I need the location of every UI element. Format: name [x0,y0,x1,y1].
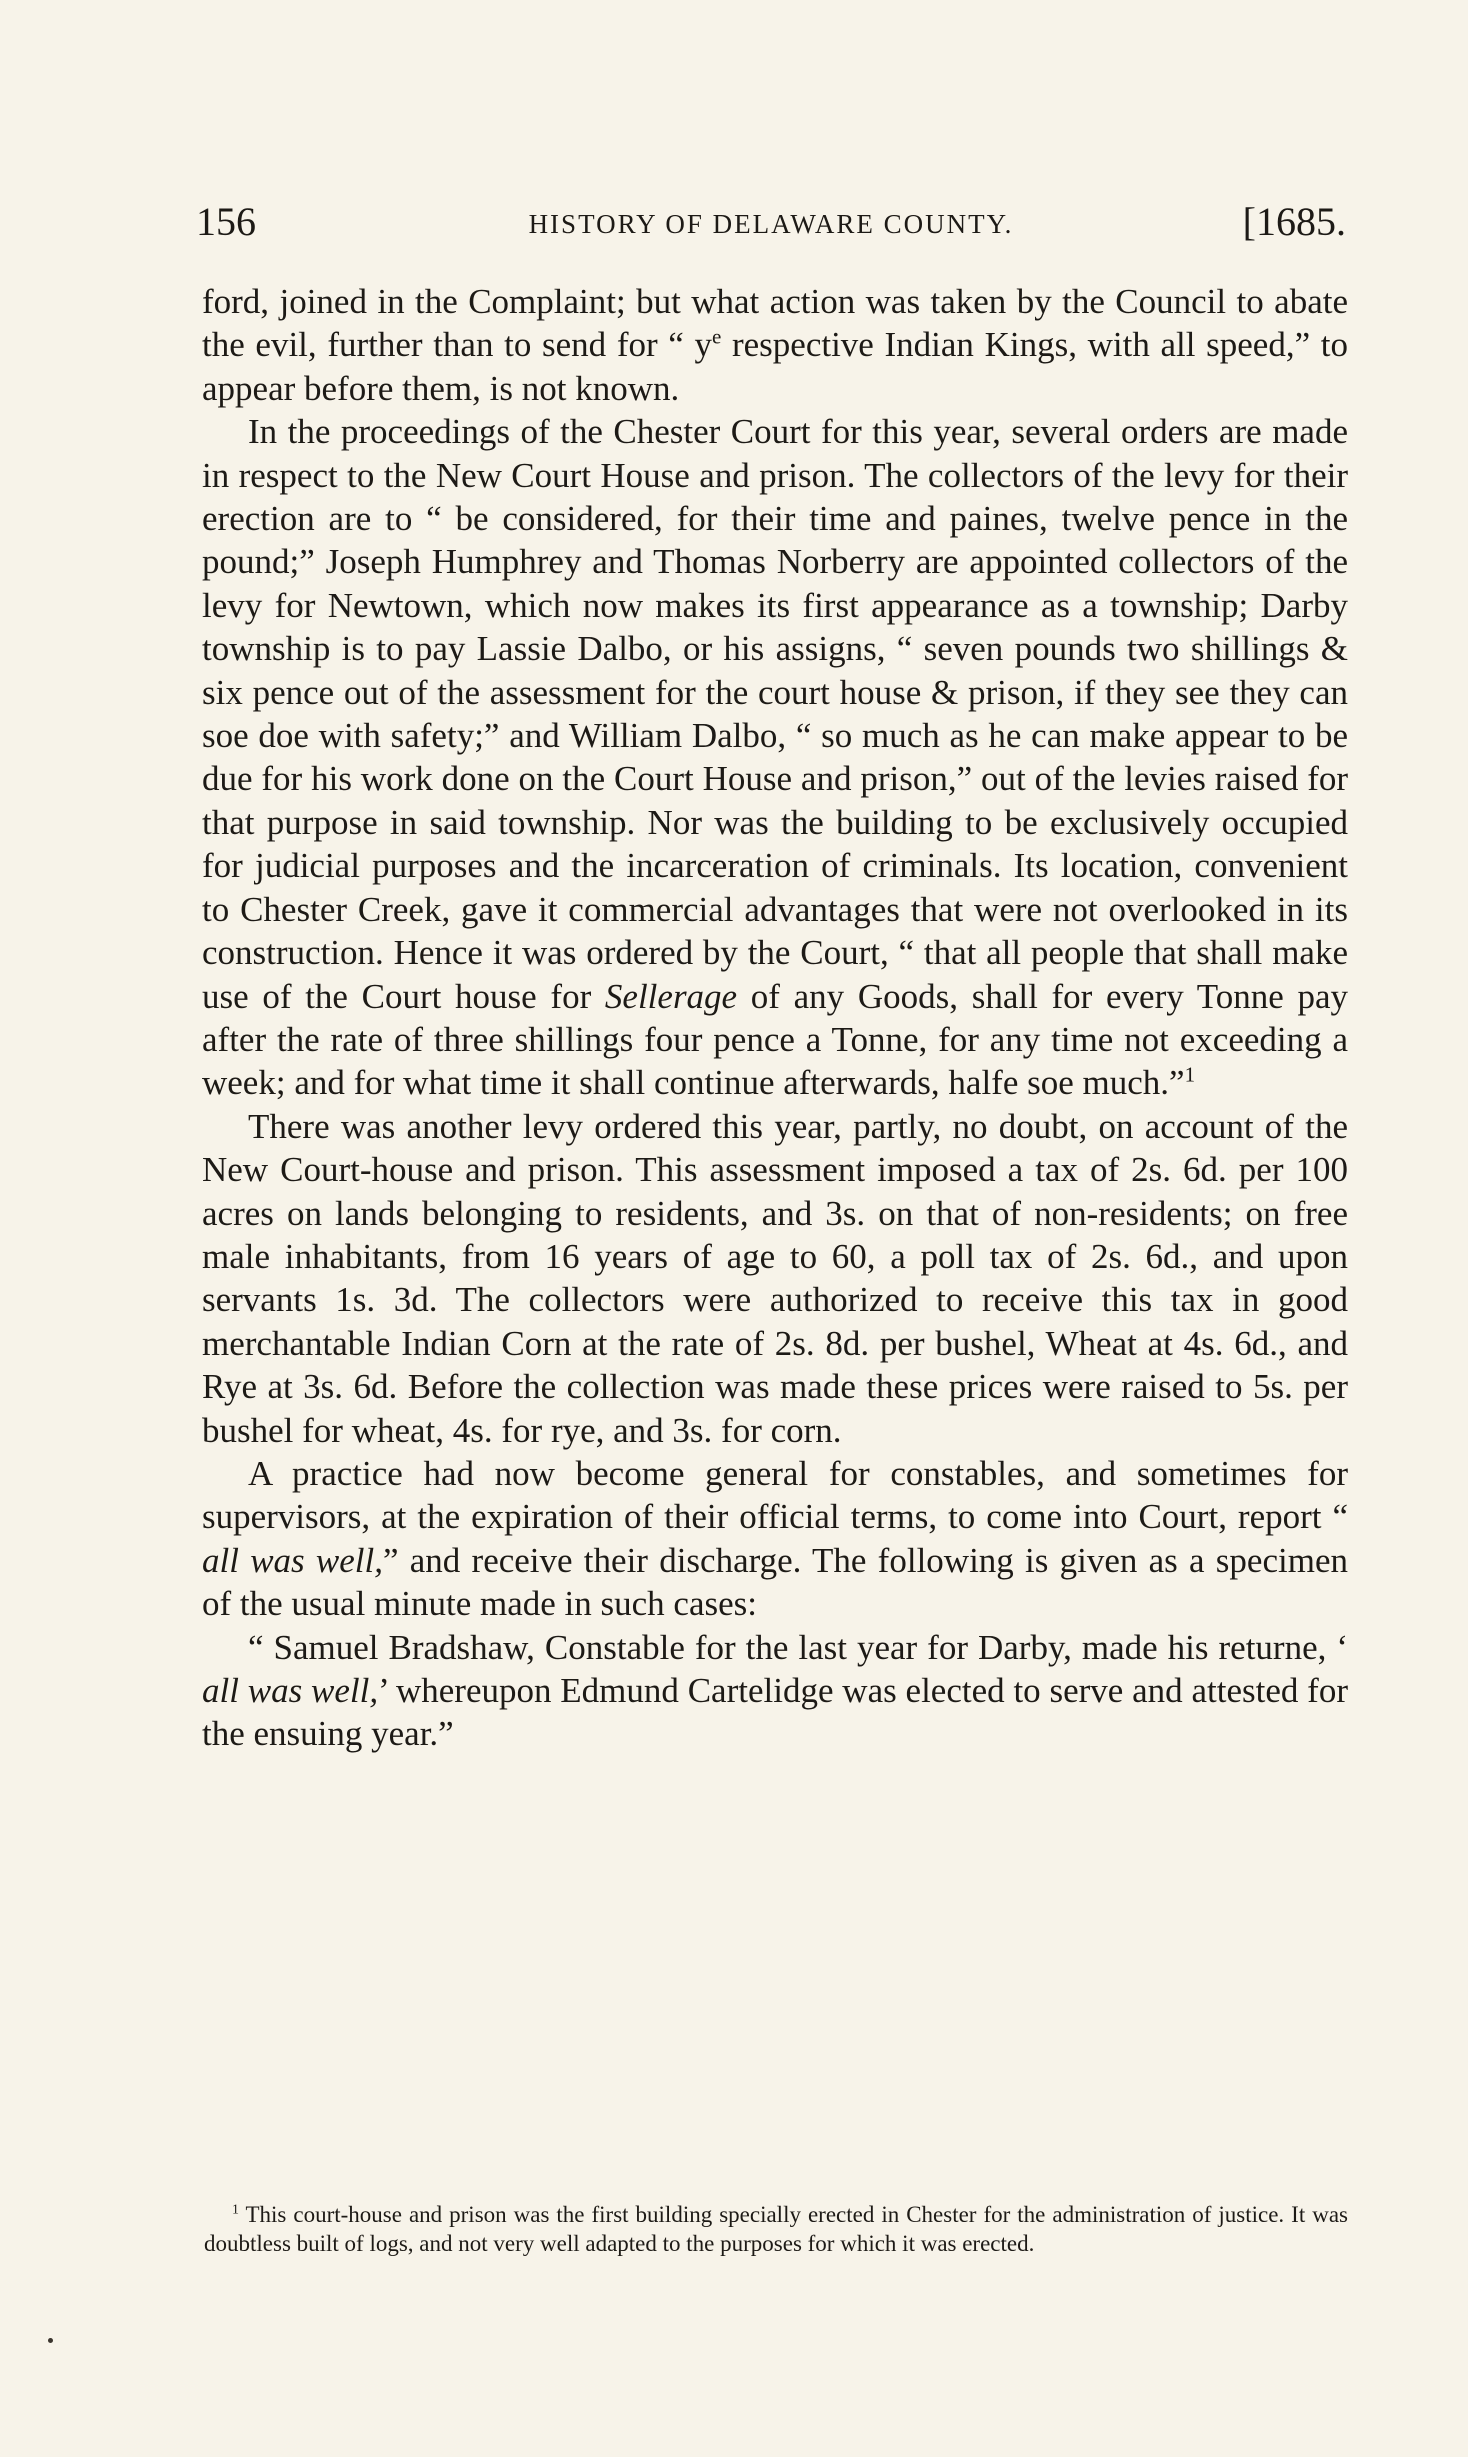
paragraph-text: In the proceedings of the Chester Court for this year, several orders are made in respect to the New Court House and prison. The collectors of the levy for their erection are to “ be considered, for their time and paines, twelve pence in the pound;” Joseph Humphrey and Thomas Norberry are appointed collectors of the levy for Newtown, which now makes its first appearance as a township; Darby township is to pay Lassie Dalbo, or his assigns, “ seven pounds two shillings & six pence out of the assessment for the court house & prison, if they see they can soe doe with safety;” and William Dalbo, “ so much as he can make appear to be due for his work done on the Court House and prison,” out of the levies raised for that purpose in said township. Nor was the building to be exclusively occupied for judicial purposes and the incarceration of criminals. Its location, convenient to Chester Creek, gave it commercial advantages that were not overlooked in its construction. Hence it was ordered by the Court, “ that all people that shall make use of the Court house for [202,412,1348,1016]
italic-quote: all was well, [202,1671,379,1710]
body-text [202,280,1348,1756]
paragraph-2 [202,410,1348,1105]
paragraph-text: ford, joined in the Complaint; but what action was taken by the Council to abate the evil, further than to send for “ y [202,282,1348,365]
paragraph-text: respective Indian Kings, with all speed,” to appear before them, is not known. [202,325,1348,408]
running-title: HISTORY OF DELAWARE COUNTY. [528,209,1014,239]
page-number: 156 [196,199,256,244]
paragraph-4 [202,1452,1348,1626]
paragraph-text: There was another levy ordered this year, partly, no doubt, on account of the New Court-house and prison. This assessment imposed a tax of 2s. 6d. per 100 acres on lands belonging to residents, and 3s. on that of non-residents; on free male inhabitants, from 16 years of age to 60, a poll tax of 2s. 6d., and upon servants 1s. 3d. The collectors were authorized to receive this tax in good merchantable Indian Corn at the rate of 2s. 8d. per bushel, Wheat at 4s. 6d., and Rye at 3s. 6d. Before the collection was made these prices were raised to 5s. per bushel for wheat, 4s. for rye, and 3s. for corn. [202,1106,1348,1450]
superscript-e: e [711,324,722,349]
paragraph-5 [202,1626,1348,1756]
paragraph-text: ’ whereupon Edmund Cartelidge was elected to serve and attested for the ensuing year.” [202,1671,1348,1754]
paragraph-text: ” and receive their discharge. The following is given as a specimen of the usual minute made in such cases: [202,1540,1348,1624]
footnote-text-block [204,2200,1348,2258]
margin-speck [48,2338,53,2343]
year-marker: [1685. [1242,199,1346,244]
italic-quote: all was well, [202,1540,383,1580]
paragraph-text: “ Samuel Bradshaw, Constable for the last year for Darby, made his returne, ‘ [248,1627,1348,1667]
footnote [204,2200,1348,2258]
paragraph-text: of any Goods, shall for every Tonne pay after the rate of three shillings four pence a Tonne, for any time not exceeding a week; and for what time it shall continue afterwards, halfe soe much.” [202,976,1348,1103]
italic-term: Sellerage [604,976,738,1016]
paragraph-text: A practice had now become general for constables, and sometimes for supervisors, at the expiration of their official terms, to come into Court, report “ [202,1453,1348,1537]
footnote-marker: 1 [232,2201,239,2217]
footnote-reference: 1 [1184,1062,1196,1087]
page-header [196,196,1346,248]
paragraph-3 [202,1105,1348,1452]
footnote-text: This court-house and prison was the first building specially erected in Chester for the administration of justice. It was doubtless built of logs, and not very well adapted to the purposes for which it was erected. [204,2202,1348,2256]
paragraph-1 [202,280,1348,410]
